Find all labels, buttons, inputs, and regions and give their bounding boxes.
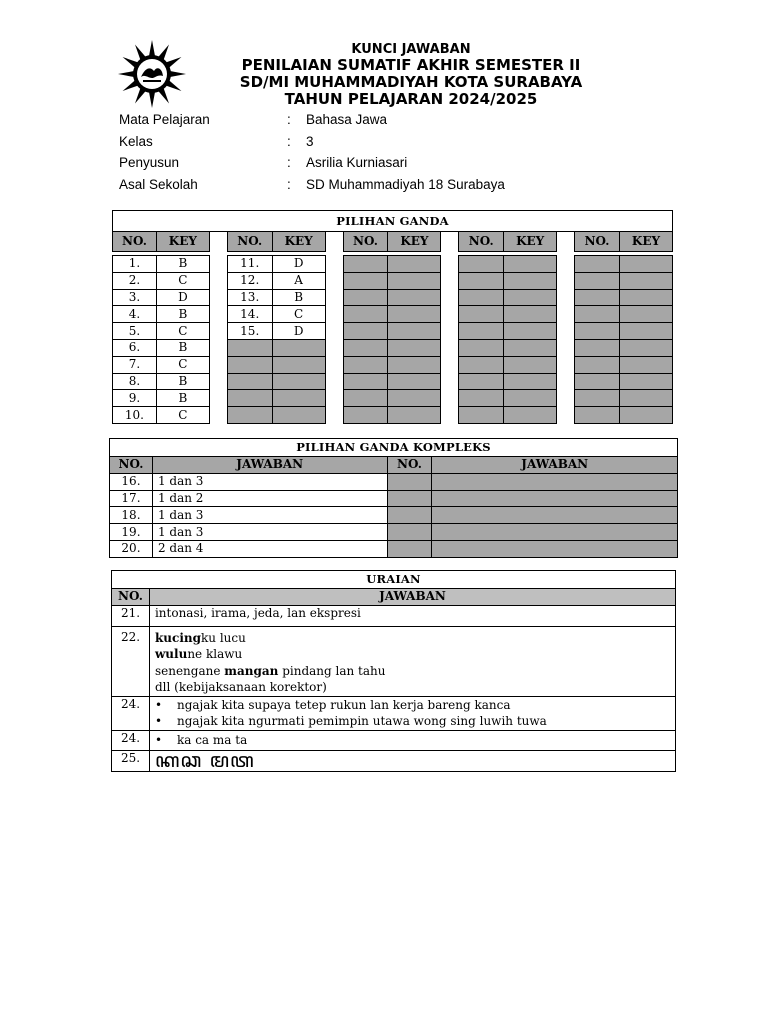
answer-text: ngajak kita ngurmati pemimpin utawa wong sing luwih tuwa	[176, 714, 547, 729]
pg-row	[113, 272, 673, 289]
empty-cell	[459, 272, 504, 289]
info-colon: :	[287, 112, 291, 128]
pgk-table	[109, 438, 678, 558]
answer-no: 8.	[113, 373, 157, 390]
empty-cell	[459, 356, 504, 373]
answer-no: 9.	[113, 390, 157, 407]
uraian-title-row	[112, 571, 676, 589]
pg-row	[113, 356, 673, 373]
row-no: 24.	[112, 730, 150, 750]
empty-cell	[343, 407, 388, 424]
row-no: 21.	[112, 605, 150, 626]
col-no-header: NO.	[343, 232, 388, 252]
answer-text: ne klawu	[187, 647, 243, 662]
info-value: SD Muhammadiyah 18 Surabaya	[306, 176, 505, 192]
uraian-row-21	[112, 605, 676, 626]
info-value: Bahasa Jawa	[306, 112, 388, 128]
answer-key: B	[272, 289, 325, 306]
empty-cell	[575, 339, 620, 356]
empty-cell	[387, 540, 432, 557]
empty-cell	[619, 272, 672, 289]
empty-cell	[343, 356, 388, 373]
pilihan-ganda-table	[112, 210, 673, 424]
answer-no: 5.	[113, 323, 157, 340]
empty-cell	[432, 507, 678, 524]
row-no: 18.	[110, 507, 153, 524]
empty-cell	[432, 473, 678, 490]
bullet-item	[155, 713, 675, 730]
empty-cell	[343, 339, 388, 356]
empty-cell	[575, 323, 620, 340]
answer-no: 1.	[113, 256, 157, 273]
empty-cell	[388, 272, 441, 289]
info-label: Mata Pelajaran	[119, 112, 210, 128]
row-answer: intonasi, irama, jeda, lan ekspresi	[149, 605, 675, 626]
doc-title-kunci: KUNCI JAWABAN	[351, 42, 471, 57]
empty-cell	[388, 289, 441, 306]
empty-cell	[504, 390, 557, 407]
uraian-row-24a	[112, 696, 676, 730]
col-key-header: KEY	[504, 232, 557, 252]
row-no: 20.	[110, 540, 153, 557]
pg-row	[113, 390, 673, 407]
empty-cell	[619, 390, 672, 407]
empty-cell	[272, 390, 325, 407]
info-value: Asrilia Kurniasari	[306, 155, 408, 171]
empty-cell	[504, 256, 557, 273]
bullet-item	[155, 697, 675, 714]
empty-cell	[504, 272, 557, 289]
col-no-header: NO.	[112, 589, 150, 606]
row-no: 17.	[110, 490, 153, 507]
row-answer	[149, 696, 675, 730]
answer-no: 13.	[227, 289, 272, 306]
pgk-header-row	[110, 457, 678, 474]
answer-no: 7.	[113, 356, 157, 373]
answer-bold: mangan	[224, 663, 279, 678]
uraian-row-22	[112, 626, 676, 696]
col-no-header: NO.	[575, 232, 620, 252]
empty-cell	[619, 323, 672, 340]
col-no-header: NO.	[110, 457, 153, 474]
empty-cell	[272, 356, 325, 373]
empty-cell	[388, 407, 441, 424]
col-jawaban-header: JAWABAN	[152, 457, 387, 474]
info-label: Kelas	[119, 133, 153, 149]
empty-cell	[504, 323, 557, 340]
col-key-header: KEY	[619, 232, 672, 252]
answer-key: D	[156, 289, 209, 306]
row-no: 16.	[110, 473, 153, 490]
row-answer: 2 dan 4	[152, 540, 387, 557]
uraian-row-24b	[112, 730, 676, 750]
empty-cell	[343, 323, 388, 340]
pgk-body	[110, 473, 678, 557]
row-answer	[149, 730, 675, 750]
empty-cell	[272, 407, 325, 424]
col-no-header: NO.	[227, 232, 272, 252]
empty-cell	[387, 490, 432, 507]
empty-cell	[575, 289, 620, 306]
empty-cell	[504, 407, 557, 424]
empty-cell	[227, 339, 272, 356]
empty-cell	[504, 306, 557, 323]
empty-cell	[388, 339, 441, 356]
doc-title-school: SD/MI MUHAMMADIYAH KOTA SURABAYA	[239, 73, 583, 91]
empty-cell	[388, 356, 441, 373]
empty-cell	[272, 339, 325, 356]
answer-key: C	[156, 407, 209, 424]
answer-no: 15.	[227, 323, 272, 340]
info-label: Penyusun	[119, 155, 180, 171]
answer-text: pindang lan tahu	[278, 663, 386, 678]
answer-key: D	[272, 323, 325, 340]
col-no-header: NO.	[113, 232, 157, 252]
answer-key: B	[156, 390, 209, 407]
row-no: 25.	[112, 750, 150, 771]
empty-cell	[459, 306, 504, 323]
row-answer: 1 dan 2	[152, 490, 387, 507]
pg-row	[113, 289, 673, 306]
pgk-row	[110, 473, 678, 490]
row-no: 24.	[112, 696, 150, 730]
col-jawaban-header: JAWABAN	[432, 457, 678, 474]
pg-row	[113, 339, 673, 356]
pg-title-row	[113, 211, 673, 232]
doc-title-penilaian: PENILAIAN SUMATIF AKHIR SEMESTER II	[241, 56, 581, 74]
empty-cell	[343, 373, 388, 390]
uraian-table	[111, 570, 676, 772]
empty-cell	[459, 323, 504, 340]
answer-line	[155, 646, 675, 663]
doc-title-year: TAHUN PELAJARAN 2024/2025	[284, 90, 538, 108]
uraian-row-25	[112, 750, 676, 771]
javanese-script-answer: ꦏꦕ ꦩꦠ	[149, 750, 675, 771]
empty-cell	[227, 390, 272, 407]
empty-cell	[575, 272, 620, 289]
answer-no: 11.	[227, 256, 272, 273]
empty-cell	[388, 323, 441, 340]
pg-row	[113, 373, 673, 390]
empty-cell	[343, 390, 388, 407]
answer-text: ngajak kita supaya tetep rukun lan kerja bareng kanca	[176, 697, 511, 712]
answer-text: senengane	[154, 663, 225, 678]
empty-cell	[388, 256, 441, 273]
col-no-header: NO.	[387, 457, 432, 474]
empty-cell	[619, 356, 672, 373]
answer-key: C	[156, 323, 209, 340]
empty-cell	[343, 289, 388, 306]
info-row-mapel	[119, 109, 505, 131]
empty-cell	[459, 256, 504, 273]
answer-no: 10.	[113, 407, 157, 424]
empty-cell	[619, 289, 672, 306]
answer-key: C	[156, 356, 209, 373]
answer-key: B	[156, 256, 209, 273]
empty-cell	[387, 473, 432, 490]
answer-no: 14.	[227, 306, 272, 323]
answer-key: C	[156, 272, 209, 289]
pg-row	[113, 323, 673, 340]
uraian-title: URAIAN	[112, 571, 676, 589]
empty-cell	[459, 289, 504, 306]
pgk-title: PILIHAN GANDA KOMPLEKS	[110, 439, 678, 457]
empty-cell	[575, 373, 620, 390]
answer-line: dll (kebijaksanaan korektor)	[154, 680, 327, 695]
answer-key: B	[156, 306, 209, 323]
info-value: 3	[306, 133, 314, 149]
empty-cell	[388, 390, 441, 407]
col-key-header: KEY	[388, 232, 441, 252]
answer-key: C	[272, 306, 325, 323]
empty-cell	[432, 490, 678, 507]
empty-cell	[575, 306, 620, 323]
answer-no: 3.	[113, 289, 157, 306]
empty-cell	[619, 373, 672, 390]
row-answer: 1 dan 3	[152, 473, 387, 490]
row-no: 19.	[110, 524, 153, 541]
empty-cell	[575, 356, 620, 373]
pg-row	[113, 306, 673, 323]
pg-title: PILIHAN GANDA	[113, 211, 673, 232]
answer-no: 12.	[227, 272, 272, 289]
empty-cell	[432, 540, 678, 557]
answer-no: 4.	[113, 306, 157, 323]
empty-cell	[459, 390, 504, 407]
empty-cell	[459, 407, 504, 424]
pgk-row	[110, 540, 678, 557]
empty-cell	[432, 524, 678, 541]
answer-text: ku lucu	[201, 630, 246, 645]
bullet-icon: •	[154, 714, 163, 729]
empty-cell	[504, 373, 557, 390]
muhammadiyah-logo-icon	[116, 38, 188, 110]
empty-cell	[227, 356, 272, 373]
empty-cell	[388, 306, 441, 323]
pg-row	[113, 256, 673, 273]
answer-line	[155, 663, 675, 680]
answer-key: B	[156, 339, 209, 356]
info-row-sekolah	[119, 174, 505, 196]
empty-cell	[504, 339, 557, 356]
info-label: Asal Sekolah	[119, 176, 198, 192]
answer-bold: wulu	[154, 647, 188, 662]
empty-cell	[504, 289, 557, 306]
col-key-header: KEY	[156, 232, 209, 252]
answer-key: B	[156, 373, 209, 390]
info-colon: :	[287, 176, 291, 192]
answer-text: ka ca ma ta	[176, 732, 248, 747]
empty-cell	[619, 407, 672, 424]
empty-cell	[343, 306, 388, 323]
pgk-row	[110, 490, 678, 507]
empty-cell	[343, 272, 388, 289]
row-answer: 1 dan 3	[152, 507, 387, 524]
col-no-header: NO.	[459, 232, 504, 252]
row-answer	[149, 626, 675, 696]
info-row-penyusun	[119, 152, 505, 174]
bullet-icon: •	[154, 697, 163, 712]
empty-cell	[388, 373, 441, 390]
empty-cell	[227, 373, 272, 390]
pgk-row	[110, 507, 678, 524]
row-no: 22.	[112, 626, 150, 696]
empty-cell	[227, 407, 272, 424]
empty-cell	[619, 256, 672, 273]
uraian-header-row	[112, 589, 676, 606]
col-jawaban-header: JAWABAN	[149, 589, 675, 606]
answer-key: D	[272, 256, 325, 273]
bullet-icon: •	[154, 732, 163, 747]
empty-cell	[575, 256, 620, 273]
info-row-kelas	[119, 131, 505, 153]
answer-line	[155, 630, 675, 647]
empty-cell	[575, 390, 620, 407]
answer-no: 2.	[113, 272, 157, 289]
pgk-row	[110, 524, 678, 541]
answer-bold: kucing	[154, 630, 201, 645]
info-block	[119, 109, 505, 195]
empty-cell	[343, 256, 388, 273]
pg-header-row	[113, 232, 673, 252]
empty-cell	[619, 339, 672, 356]
pg-row	[113, 407, 673, 424]
pg-body	[113, 256, 673, 424]
info-colon: :	[287, 155, 291, 171]
row-answer: 1 dan 3	[152, 524, 387, 541]
document-header	[0, 0, 768, 112]
info-colon: :	[287, 133, 291, 149]
answer-key: A	[272, 272, 325, 289]
empty-cell	[504, 356, 557, 373]
empty-cell	[387, 524, 432, 541]
empty-cell	[459, 373, 504, 390]
answer-no: 6.	[113, 339, 157, 356]
header-titles	[200, 42, 622, 108]
empty-cell	[575, 407, 620, 424]
empty-cell	[272, 373, 325, 390]
col-key-header: KEY	[272, 232, 325, 252]
empty-cell	[459, 339, 504, 356]
empty-cell	[387, 507, 432, 524]
pgk-title-row	[110, 439, 678, 457]
empty-cell	[619, 306, 672, 323]
